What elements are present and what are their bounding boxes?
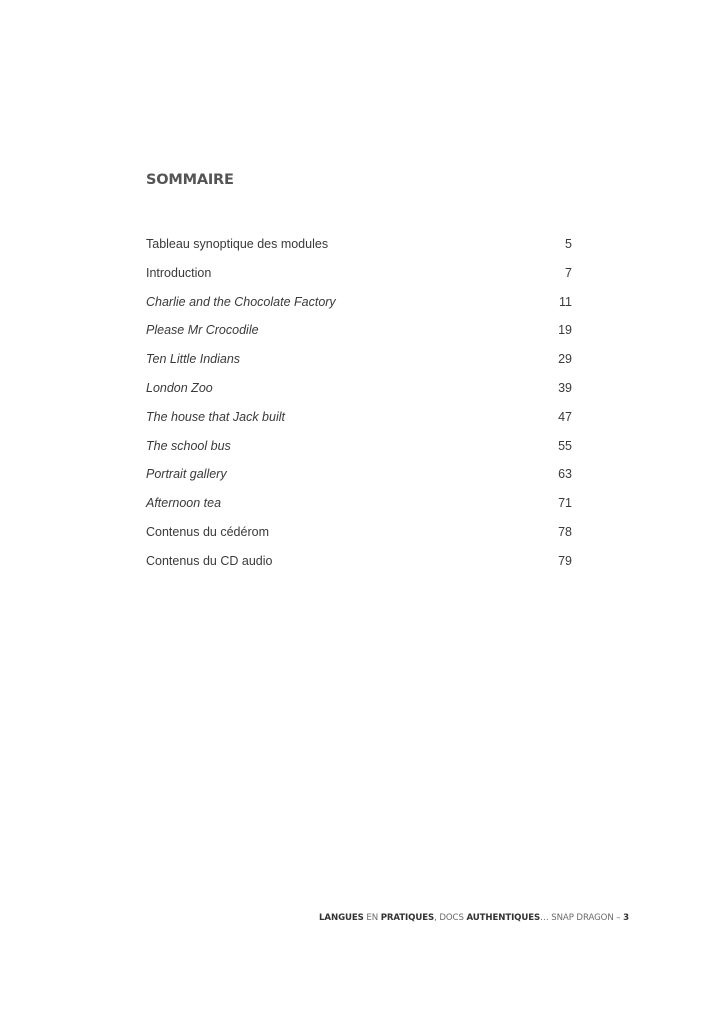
- toc-entry-page: 11: [559, 294, 572, 309]
- toc-entry-page: 19: [558, 323, 572, 338]
- toc-entry-page: 71: [558, 496, 572, 511]
- toc-entry[interactable]: [146, 381, 572, 410]
- toc-entry-label: Please Mr Crocodile: [146, 323, 259, 338]
- footer-docs: , DOCS: [434, 913, 467, 923]
- toc-entry[interactable]: [146, 266, 572, 295]
- toc-entry-label: Afternoon tea: [146, 496, 222, 511]
- toc-entry-page: 47: [558, 409, 572, 424]
- toc-entry-page: 7: [565, 265, 572, 280]
- toc-entry-page: 39: [558, 380, 572, 395]
- footer-authentiques: AUTHENTIQUES: [466, 913, 541, 923]
- table-of-contents: [146, 237, 572, 583]
- toc-entry-page: 63: [558, 467, 572, 482]
- toc-entry-label: Tableau synoptique des modules: [146, 237, 329, 251]
- toc-entry[interactable]: [146, 352, 572, 381]
- toc-entry-page: 78: [558, 524, 572, 539]
- toc-entry-label: Portrait gallery: [146, 467, 227, 482]
- toc-entry[interactable]: [146, 323, 572, 352]
- toc-entry[interactable]: [146, 467, 572, 496]
- toc-entry-label: Introduction: [146, 265, 212, 280]
- toc-entry-label: Contenus du CD audio: [146, 553, 273, 568]
- page-title: SOMMAIRE: [146, 172, 234, 188]
- toc-entry-label: Ten Little Indians: [146, 352, 241, 367]
- footer-snap-dragon: … SNAP DRAGON –: [540, 913, 624, 923]
- footer-en: EN: [363, 913, 381, 923]
- toc-entry[interactable]: [146, 525, 572, 554]
- toc-entry[interactable]: [146, 439, 572, 468]
- toc-entry-page: 29: [558, 352, 572, 367]
- toc-entry-page: 5: [565, 237, 572, 251]
- toc-entry-label: The school bus: [146, 438, 231, 453]
- page-footer: [319, 913, 629, 923]
- footer-pratiques: PRATIQUES: [380, 913, 435, 923]
- toc-entry[interactable]: [146, 410, 572, 439]
- toc-entry[interactable]: [146, 554, 572, 583]
- toc-entry-page: 55: [558, 438, 572, 453]
- toc-entry[interactable]: [146, 496, 572, 525]
- page-number: 3: [623, 913, 629, 923]
- toc-entry[interactable]: [146, 295, 572, 324]
- toc-entry-label: London Zoo: [146, 380, 213, 395]
- toc-entry-label: The house that Jack built: [146, 409, 285, 424]
- toc-entry-label: Charlie and the Chocolate Factory: [146, 294, 336, 309]
- toc-entry-label: Contenus du cédérom: [146, 524, 269, 539]
- footer-langues: LANGUES: [319, 913, 364, 923]
- toc-entry-page: 79: [558, 553, 572, 568]
- toc-entry[interactable]: [146, 237, 572, 266]
